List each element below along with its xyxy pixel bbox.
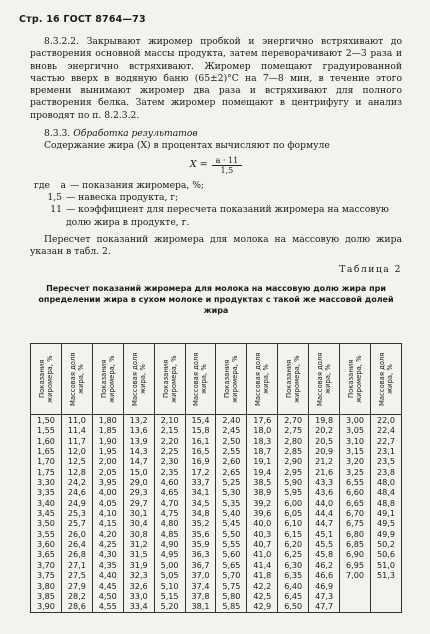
table-cell: 38,1 xyxy=(191,601,210,612)
table-cell: 4,10 xyxy=(98,508,117,519)
table-cell: 2,25 xyxy=(160,446,179,457)
table-cell: 32,3 xyxy=(129,570,148,581)
table-cell: 18,0 xyxy=(253,425,272,436)
table-cell: 3,50 xyxy=(36,518,55,529)
table-cell: 3,90 xyxy=(36,601,55,612)
table-cell: 1,90 xyxy=(98,435,117,446)
table-cell: 27,1 xyxy=(67,559,86,570)
table-cell: 18,7 xyxy=(253,446,272,457)
table-cell: 3,15 xyxy=(346,446,365,457)
table-cell: 4,75 xyxy=(160,508,179,519)
table-cell: 1,95 xyxy=(98,446,117,457)
table-cell: 6,95 xyxy=(346,559,365,570)
table-cell: 39,6 xyxy=(253,508,272,519)
table-cell: 49,1 xyxy=(376,508,395,519)
table-cell: 5,65 xyxy=(222,559,241,570)
table-cell: 1,75 xyxy=(36,466,55,477)
table-cell: 1,85 xyxy=(98,425,117,436)
table-cell: 6,05 xyxy=(284,508,303,519)
table-cell: 17,6 xyxy=(253,415,272,425)
table-cell: 5,85 xyxy=(222,601,241,612)
table-cell: 4,45 xyxy=(98,580,117,591)
table-cell: 12,5 xyxy=(67,456,86,467)
table-header-cell xyxy=(370,344,401,415)
table-cell: 13,9 xyxy=(129,435,148,446)
definition-text: — показания жиромера, %; xyxy=(70,179,205,191)
table-cell: 3,20 xyxy=(346,456,365,467)
table-cell: 2,75 xyxy=(284,425,303,436)
table-cell: 36,7 xyxy=(191,559,210,570)
table-column xyxy=(340,415,371,613)
table-column xyxy=(123,415,154,613)
table-cell: 6,60 xyxy=(346,487,365,498)
definition-symbol: 11 xyxy=(50,204,62,216)
table-cell: 33,4 xyxy=(129,601,148,612)
table-caption: Таблица 2 xyxy=(339,264,402,276)
table-cell: 23,1 xyxy=(376,446,395,457)
table-cell: 12,8 xyxy=(67,466,86,477)
table-cell: 7,00 xyxy=(346,570,365,581)
table-cell: 20,9 xyxy=(315,446,334,457)
conversion-note: Пересчет показаний жиромера для молока на массовую долю жира указан в табл. 2. xyxy=(30,233,402,258)
table-cell: 2,05 xyxy=(98,466,117,477)
table-cell: 40,7 xyxy=(253,539,272,550)
table-cell: 5,20 xyxy=(160,601,179,612)
table-cell: 37,0 xyxy=(191,570,210,581)
table-cell: 4,20 xyxy=(98,528,117,539)
table-cell: 3,10 xyxy=(346,435,365,446)
table-cell: 25,7 xyxy=(67,518,86,529)
table-cell: 3,95 xyxy=(98,477,117,488)
table-cell: 5,50 xyxy=(222,528,241,539)
table-cell: 35,6 xyxy=(191,528,210,539)
table-cell: 26,8 xyxy=(67,549,86,560)
table-header-label: Показания жиромера, % xyxy=(37,355,54,403)
table-cell: 2,15 xyxy=(160,425,179,436)
table-cell: 4,25 xyxy=(98,539,117,550)
table-header-cell xyxy=(216,344,247,415)
table-column xyxy=(309,415,340,613)
table-row xyxy=(31,415,402,613)
table-cell: 4,80 xyxy=(160,518,179,529)
table-header-label: Показания жиромера, % xyxy=(347,355,364,403)
table-column xyxy=(278,415,309,613)
table-cell: 6,65 xyxy=(346,497,365,508)
table-cell: 4,55 xyxy=(98,601,117,612)
table-cell: 3,25 xyxy=(346,466,365,477)
table-cell: 44,7 xyxy=(315,518,334,529)
table-cell: 42,9 xyxy=(253,601,272,612)
table-cell: 27,5 xyxy=(67,570,86,581)
table-cell: 45,5 xyxy=(315,539,334,550)
table-cell: 50,2 xyxy=(376,539,395,550)
table-cell: 5,35 xyxy=(222,497,241,508)
table-column xyxy=(154,415,185,613)
table-cell: 36,3 xyxy=(191,549,210,560)
table-cell: 15,4 xyxy=(191,415,210,425)
table-cell: 12,0 xyxy=(67,446,86,457)
table-cell: 6,80 xyxy=(346,528,365,539)
table-cell: 2,80 xyxy=(284,435,303,446)
table-cell: 5,75 xyxy=(222,580,241,591)
table-cell: 20,2 xyxy=(315,425,334,436)
table-cell: 15,0 xyxy=(129,466,148,477)
table-cell: 48,0 xyxy=(376,477,395,488)
table-cell: 39,2 xyxy=(253,497,272,508)
table-header-cell xyxy=(154,344,185,415)
table-header-label: Показания жиромера, % xyxy=(99,355,116,403)
table-header-cell xyxy=(247,344,278,415)
table-cell: 26,4 xyxy=(67,539,86,550)
table-cell: 31,2 xyxy=(129,539,148,550)
table-cell: 4,05 xyxy=(98,497,117,508)
table-cell: 22,0 xyxy=(376,415,395,425)
table-cell: 29,7 xyxy=(129,497,148,508)
definitions xyxy=(34,180,402,229)
definition-row xyxy=(34,192,402,204)
table-header-cell xyxy=(185,344,216,415)
table-cell: 6,40 xyxy=(284,580,303,591)
table-cell: 5,25 xyxy=(222,477,241,488)
table-cell: 3,05 xyxy=(346,425,365,436)
table-cell: 6,55 xyxy=(346,477,365,488)
table-cell: 4,95 xyxy=(160,549,179,560)
table-header-label: Массовая доля жира, % xyxy=(377,352,394,406)
table-cell: 50,6 xyxy=(376,549,395,560)
table-header-cell xyxy=(61,344,92,415)
table-cell: 30,1 xyxy=(129,508,148,519)
table-cell: 29,0 xyxy=(129,477,148,488)
table-cell: 22,4 xyxy=(376,425,395,436)
table-cell: 2,55 xyxy=(222,446,241,457)
table-cell: 4,70 xyxy=(160,497,179,508)
table-cell: 2,40 xyxy=(222,415,241,425)
table-cell: 4,30 xyxy=(98,549,117,560)
table-cell: 35,2 xyxy=(191,518,210,529)
table-cell: 17,2 xyxy=(191,466,210,477)
paragraph-8-3-2-2: 8.3.2.2. Закрывают жиромер пробкой и энергично встряхивают до растворения основной массы продукта, затем переворачивают 2—3 раза и вновь энергично встряхивают. Жиромер помещают градуированной частью вверх в водяную баню (65±2)°С на 7—8 мин, в течение этого времени вынимают жиромер два раза и встряхивают для полного растворения белка. Затем жиромер помещают в центрифугу и анализ проводят по п. 8.2.3.2. xyxy=(30,36,402,121)
table-cell: 5,70 xyxy=(222,570,241,581)
table-cell: 2,60 xyxy=(222,456,241,467)
table-cell: 6,90 xyxy=(346,549,365,560)
subsection-heading xyxy=(30,128,402,140)
table-header-cell xyxy=(340,344,371,415)
table-cell: 3,55 xyxy=(36,528,55,539)
table-cell: 4,85 xyxy=(160,528,179,539)
table-cell: 5,40 xyxy=(222,508,241,519)
table-cell: 6,45 xyxy=(284,590,303,601)
table-header-label: Массовая доля жира, % xyxy=(316,352,333,406)
table-cell: 2,90 xyxy=(284,456,303,467)
table-cell: 4,50 xyxy=(98,590,117,601)
definition-symbol: 1,5 xyxy=(47,191,62,203)
table-cell: 6,20 xyxy=(284,539,303,550)
table-cell: 6,75 xyxy=(346,518,365,529)
table-column xyxy=(31,415,62,613)
table-cell: 43,3 xyxy=(315,477,334,488)
table-cell: 49,5 xyxy=(376,518,395,529)
table-cell: 5,55 xyxy=(222,539,241,550)
table-header-row xyxy=(31,344,402,415)
table-cell: 16,9 xyxy=(191,456,210,467)
table-cell: 28,2 xyxy=(67,590,86,601)
table-header-label: Показания жиромера, % xyxy=(161,355,178,403)
definitions-lead: где xyxy=(34,179,50,191)
table-cell: 30,4 xyxy=(129,518,148,529)
table-cell: 6,85 xyxy=(346,539,365,550)
table-cell: 3,60 xyxy=(36,539,55,550)
table-cell: 14,3 xyxy=(129,446,148,457)
table-header-label: Массовая доля жира, % xyxy=(254,352,271,406)
table-cell: 2,85 xyxy=(284,446,303,457)
table-cell: 3,30 xyxy=(36,477,55,488)
table-cell: 2,10 xyxy=(160,415,179,425)
formula-lhs: X = xyxy=(189,159,208,171)
table-cell: 6,50 xyxy=(284,601,303,612)
table-cell: 13,6 xyxy=(129,425,148,436)
subsection-number: 8.3.3. xyxy=(44,128,71,140)
table-cell: 30,8 xyxy=(129,528,148,539)
table-cell: 11,0 xyxy=(67,415,86,425)
table-cell: 2,00 xyxy=(98,456,117,467)
table-cell: 6,10 xyxy=(284,518,303,529)
table-cell: 6,00 xyxy=(284,497,303,508)
table-column xyxy=(92,415,123,613)
table-cell: 1,70 xyxy=(36,456,55,467)
table-cell: 19,1 xyxy=(253,456,272,467)
subsection-title: Обработка результатов xyxy=(73,128,198,140)
table-cell: 43,6 xyxy=(315,487,334,498)
table-cell: 24,9 xyxy=(67,497,86,508)
table-cell: 24,6 xyxy=(67,487,86,498)
table-cell: 13,2 xyxy=(129,415,148,425)
table-cell: 24,2 xyxy=(67,477,86,488)
table-cell: 2,50 xyxy=(222,435,241,446)
table-cell: 42,2 xyxy=(253,580,272,591)
table-cell: 45,8 xyxy=(315,549,334,560)
table-cell: 46,9 xyxy=(315,580,334,591)
table-cell: 23,8 xyxy=(376,466,395,477)
table-column xyxy=(247,415,278,613)
table-cell: 6,70 xyxy=(346,508,365,519)
table-cell: 6,30 xyxy=(284,559,303,570)
table-header-label: Показания жиромера, % xyxy=(223,355,240,403)
table-cell: 20,5 xyxy=(315,435,334,446)
table-cell: 4,90 xyxy=(160,539,179,550)
table-cell: 4,15 xyxy=(98,518,117,529)
table-cell: 2,95 xyxy=(284,466,303,477)
page-header: Стр. 16 ГОСТ 8764—73 xyxy=(19,14,146,25)
table-cell: 3,45 xyxy=(36,508,55,519)
table-cell: 38,5 xyxy=(253,477,272,488)
table-cell: 4,65 xyxy=(160,487,179,498)
table-column xyxy=(216,415,247,613)
table-cell: 34,1 xyxy=(191,487,210,498)
table-cell: 2,70 xyxy=(284,415,303,425)
table-cell: 49,9 xyxy=(376,528,395,539)
table-cell: 3,65 xyxy=(36,549,55,560)
table-column xyxy=(185,415,216,613)
table-cell: 2,45 xyxy=(222,425,241,436)
table-cell: 11,7 xyxy=(67,435,86,446)
definition-row xyxy=(34,180,402,192)
table-cell: 5,45 xyxy=(222,518,241,529)
table-cell: 1,55 xyxy=(36,425,55,436)
table-cell: 3,85 xyxy=(36,590,55,601)
table-cell: 5,05 xyxy=(160,570,179,581)
table-cell: 5,60 xyxy=(222,549,241,560)
table-column xyxy=(61,415,92,613)
table-header-label: Массовая доля жира, % xyxy=(192,352,209,406)
table-cell: 21,6 xyxy=(315,466,334,477)
definition-symbol: a xyxy=(60,179,66,191)
table-header-cell xyxy=(92,344,123,415)
table-header-label: Показания жиромера, % xyxy=(285,355,302,403)
table-cell: 35,9 xyxy=(191,539,210,550)
table-cell: 44,0 xyxy=(315,497,334,508)
definition-row xyxy=(34,204,402,229)
table-cell: 2,35 xyxy=(160,466,179,477)
table-cell: 42,5 xyxy=(253,590,272,601)
conversion-table xyxy=(30,343,402,613)
table-cell: 3,35 xyxy=(36,487,55,498)
table-cell: 1,50 xyxy=(36,415,55,425)
table-cell: 44,4 xyxy=(315,508,334,519)
table-cell: 26,0 xyxy=(67,528,86,539)
table-cell: 37,4 xyxy=(191,580,210,591)
table-cell: 16,5 xyxy=(191,446,210,457)
table-cell: 1,80 xyxy=(98,415,117,425)
definition-text: — навеска продукта, г; xyxy=(66,191,179,203)
table-cell: 2,20 xyxy=(160,435,179,446)
table-cell: 6,35 xyxy=(284,570,303,581)
table-cell: 34,8 xyxy=(191,508,210,519)
table-cell: 4,40 xyxy=(98,570,117,581)
table-cell: 47,7 xyxy=(315,601,334,612)
table-cell: 6,25 xyxy=(284,549,303,560)
table-cell: 3,75 xyxy=(36,570,55,581)
formula xyxy=(30,156,402,175)
table-cell: 40,0 xyxy=(253,518,272,529)
formula-fraction xyxy=(212,156,243,175)
table-cell: 38,9 xyxy=(253,487,272,498)
table-cell: 27,9 xyxy=(67,580,86,591)
table-cell: 51,0 xyxy=(376,559,395,570)
table-header-label: Массовая доля жира, % xyxy=(130,352,147,406)
table-cell: 4,60 xyxy=(160,477,179,488)
table-cell: 33,0 xyxy=(129,590,148,601)
table-cell: 28,6 xyxy=(67,601,86,612)
document-body xyxy=(30,36,402,316)
table-header-label: Массовая доля жира, % xyxy=(68,352,85,406)
table-cell: 4,35 xyxy=(98,559,117,570)
table-header-cell xyxy=(309,344,340,415)
table-cell: 2,30 xyxy=(160,456,179,467)
table-cell: 5,30 xyxy=(222,487,241,498)
table-cell: 46,2 xyxy=(315,559,334,570)
table-cell: 4,00 xyxy=(98,487,117,498)
table-cell: 3,70 xyxy=(36,559,55,570)
table-cell: 3,00 xyxy=(346,415,365,425)
table-header-cell xyxy=(123,344,154,415)
table-header-cell xyxy=(278,344,309,415)
table-cell: 15,8 xyxy=(191,425,210,436)
table-cell: 47,3 xyxy=(315,590,334,601)
formula-denominator: 1,5 xyxy=(220,165,234,175)
table-header-cell xyxy=(31,344,62,415)
table-cell: 29,3 xyxy=(129,487,148,498)
table-cell: 14,7 xyxy=(129,456,148,467)
table-cell: 21,2 xyxy=(315,456,334,467)
table-cell: 16,1 xyxy=(191,435,210,446)
table-cell: 51,3 xyxy=(376,570,395,581)
table-cell: 19,4 xyxy=(253,466,272,477)
table-cell: 2,65 xyxy=(222,466,241,477)
table-cell: 33,7 xyxy=(191,477,210,488)
table-cell: 46,6 xyxy=(315,570,334,581)
table-cell: 3,40 xyxy=(36,497,55,508)
table-column xyxy=(370,415,401,613)
table-cell: 3,80 xyxy=(36,580,55,591)
table-cell: 18,3 xyxy=(253,435,272,446)
table-cell: 5,80 xyxy=(222,590,241,601)
table-title: Пересчет показаний жиромера для молока на массовую долю жира при определении жира в сухом молоке и продуктах с такой же массовой долей жира xyxy=(38,283,394,315)
table-cell: 5,00 xyxy=(160,559,179,570)
table-cell: 5,15 xyxy=(160,590,179,601)
table-cell: 41,4 xyxy=(253,559,272,570)
table-cell: 25,3 xyxy=(67,508,86,519)
table-cell: 37,8 xyxy=(191,590,210,601)
table-cell: 5,95 xyxy=(284,487,303,498)
table-cell: 41,8 xyxy=(253,570,272,581)
table-cell: 6,15 xyxy=(284,528,303,539)
table-cell: 22,7 xyxy=(376,435,395,446)
table-cell: 23,5 xyxy=(376,456,395,467)
table-cell: 31,9 xyxy=(129,559,148,570)
table-cell: 48,4 xyxy=(376,487,395,498)
table-cell: 40,3 xyxy=(253,528,272,539)
formula-numerator: a · 11 xyxy=(212,156,243,166)
table-cell: 45,1 xyxy=(315,528,334,539)
table-cell: 48,8 xyxy=(376,497,395,508)
table-cell: 31,5 xyxy=(129,549,148,560)
definition-text: — коэффициент для пересчета показаний жиромера на массовую долю жира в продукте, г. xyxy=(66,204,389,228)
table-cell: 41,0 xyxy=(253,549,272,560)
table-cell: 1,60 xyxy=(36,435,55,446)
table-cell: 5,10 xyxy=(160,580,179,591)
table-cell: 19,8 xyxy=(315,415,334,425)
formula-intro: Содержание жира (X) в процентах вычисляют по формуле xyxy=(44,140,330,152)
table-cell: 32,6 xyxy=(129,580,148,591)
table-cell: 11,4 xyxy=(67,425,86,436)
table-cell: 5,90 xyxy=(284,477,303,488)
table-cell: 1,65 xyxy=(36,446,55,457)
table-cell: 34,5 xyxy=(191,497,210,508)
